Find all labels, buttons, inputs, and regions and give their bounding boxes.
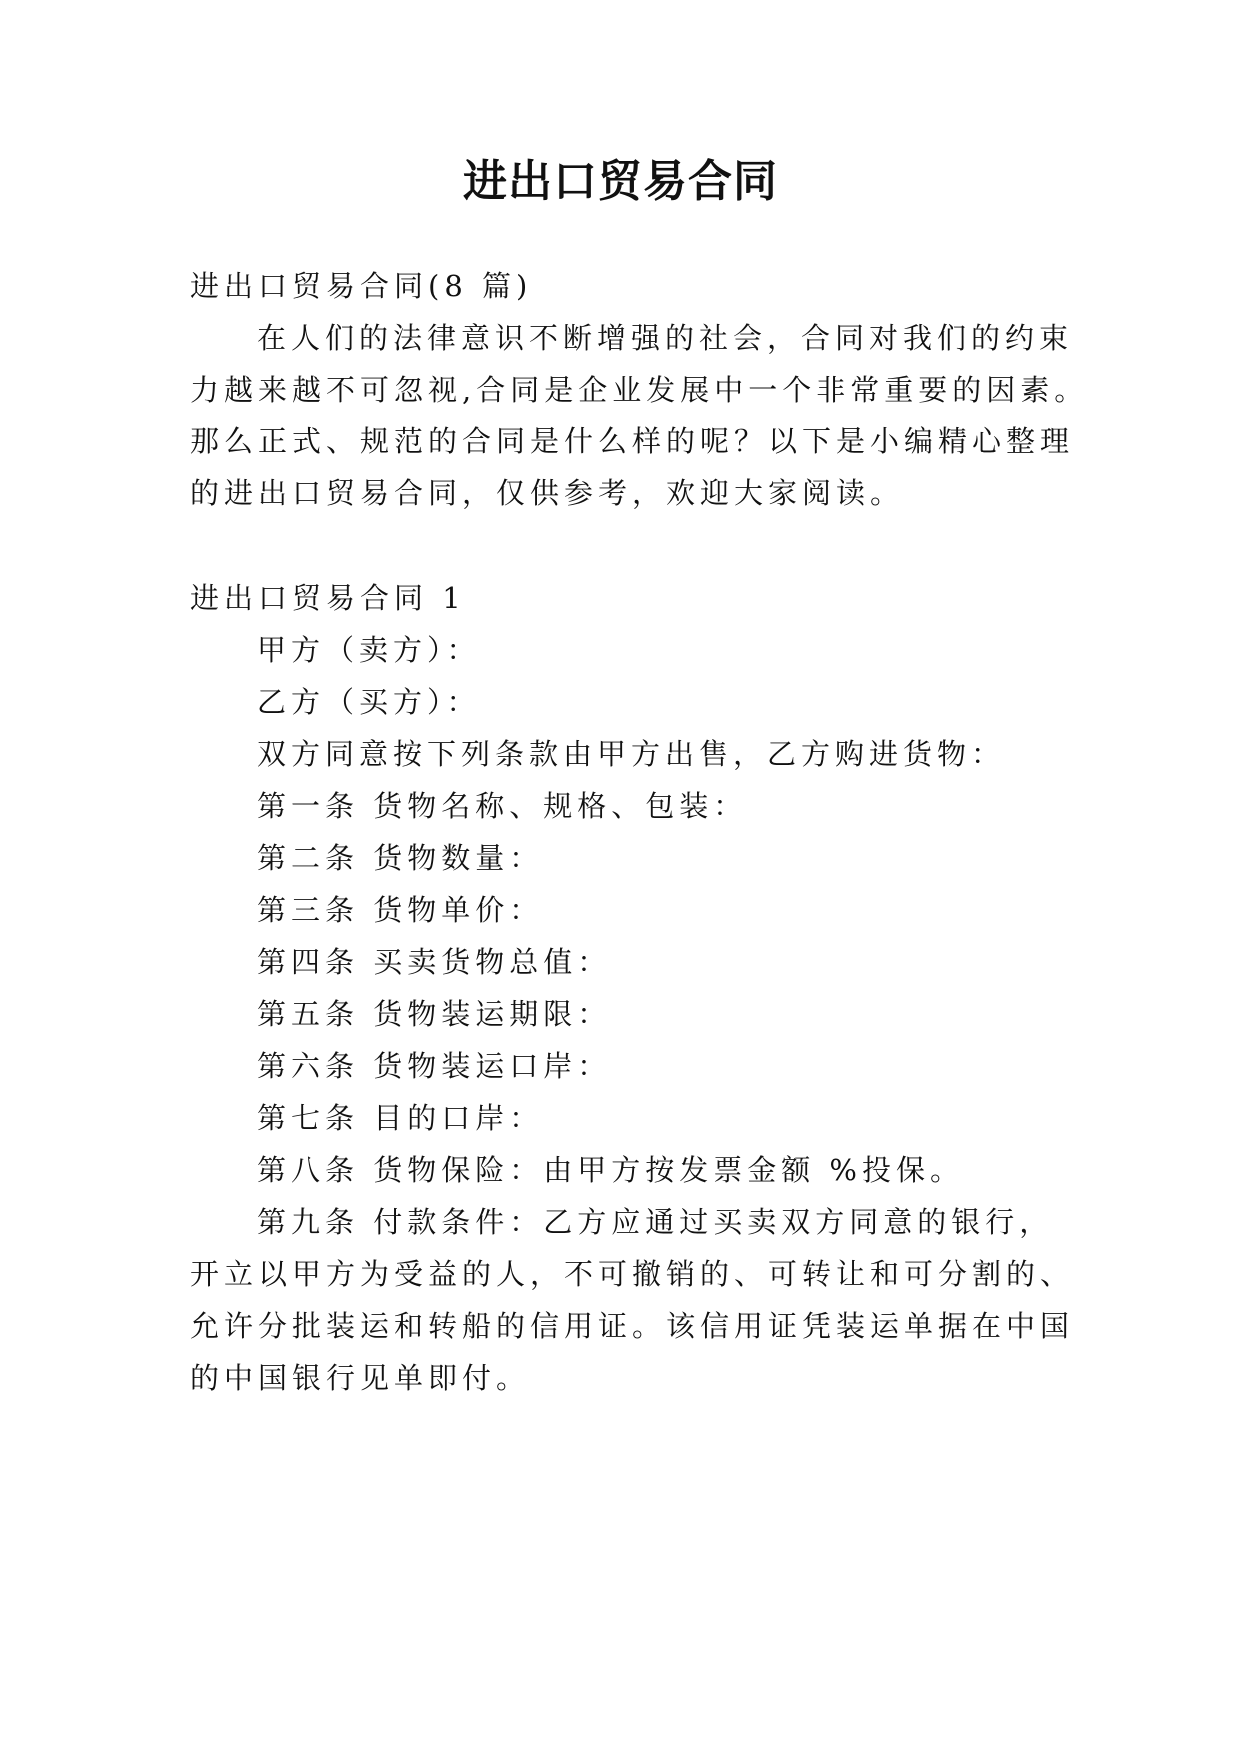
- section-heading: 进出口贸易合同 1: [190, 581, 466, 615]
- article-line: 第九条 付款条件：乙方应通过买卖双方同意的银行，: [257, 1205, 1054, 1239]
- payment-terms-line: 开立以甲方为受益的人，不可撤销的、可转让和可分割的、: [190, 1257, 1075, 1291]
- intro-paragraph-line: 力越来越不可忽视,合同是企业发展中一个非常重要的因素。: [190, 373, 1089, 407]
- article-line: 第三条 货物单价：: [257, 893, 544, 927]
- party-a-line: 甲方（卖方）：: [257, 633, 481, 667]
- document-subtitle: 进出口贸易合同(8 篇): [190, 269, 533, 303]
- agreement-line: 双方同意按下列条款由甲方出售，乙方购进货物：: [257, 737, 1006, 771]
- article-line: 第七条 目的口岸：: [257, 1101, 544, 1135]
- article-line: 第六条 货物装运口岸：: [257, 1049, 612, 1083]
- intro-paragraph-line: 那么正式、规范的合同是什么样的呢？以下是小编精心整理: [190, 424, 1075, 458]
- article-line: 第五条 货物装运期限：: [257, 997, 612, 1031]
- article-line: 第八条 货物保险：由甲方按发票金额 %投保。: [257, 1153, 964, 1187]
- document-title: 进出口贸易合同: [463, 156, 778, 207]
- payment-terms-line: 的中国银行见单即付。: [190, 1361, 531, 1395]
- intro-paragraph-line: 在人们的法律意识不断增强的社会，合同对我们的约束: [257, 321, 1074, 355]
- article-line: 第一条 货物名称、规格、包装：: [257, 789, 748, 823]
- intro-paragraph-line: 的进出口贸易合同，仅供参考，欢迎大家阅读。: [190, 476, 905, 510]
- payment-terms-line: 允许分批装运和转船的信用证。该信用证凭装运单据在中国: [190, 1309, 1075, 1343]
- party-b-line: 乙方（买方）：: [257, 685, 481, 719]
- article-line: 第四条 买卖货物总值：: [257, 945, 612, 979]
- article-line: 第二条 货物数量：: [257, 841, 544, 875]
